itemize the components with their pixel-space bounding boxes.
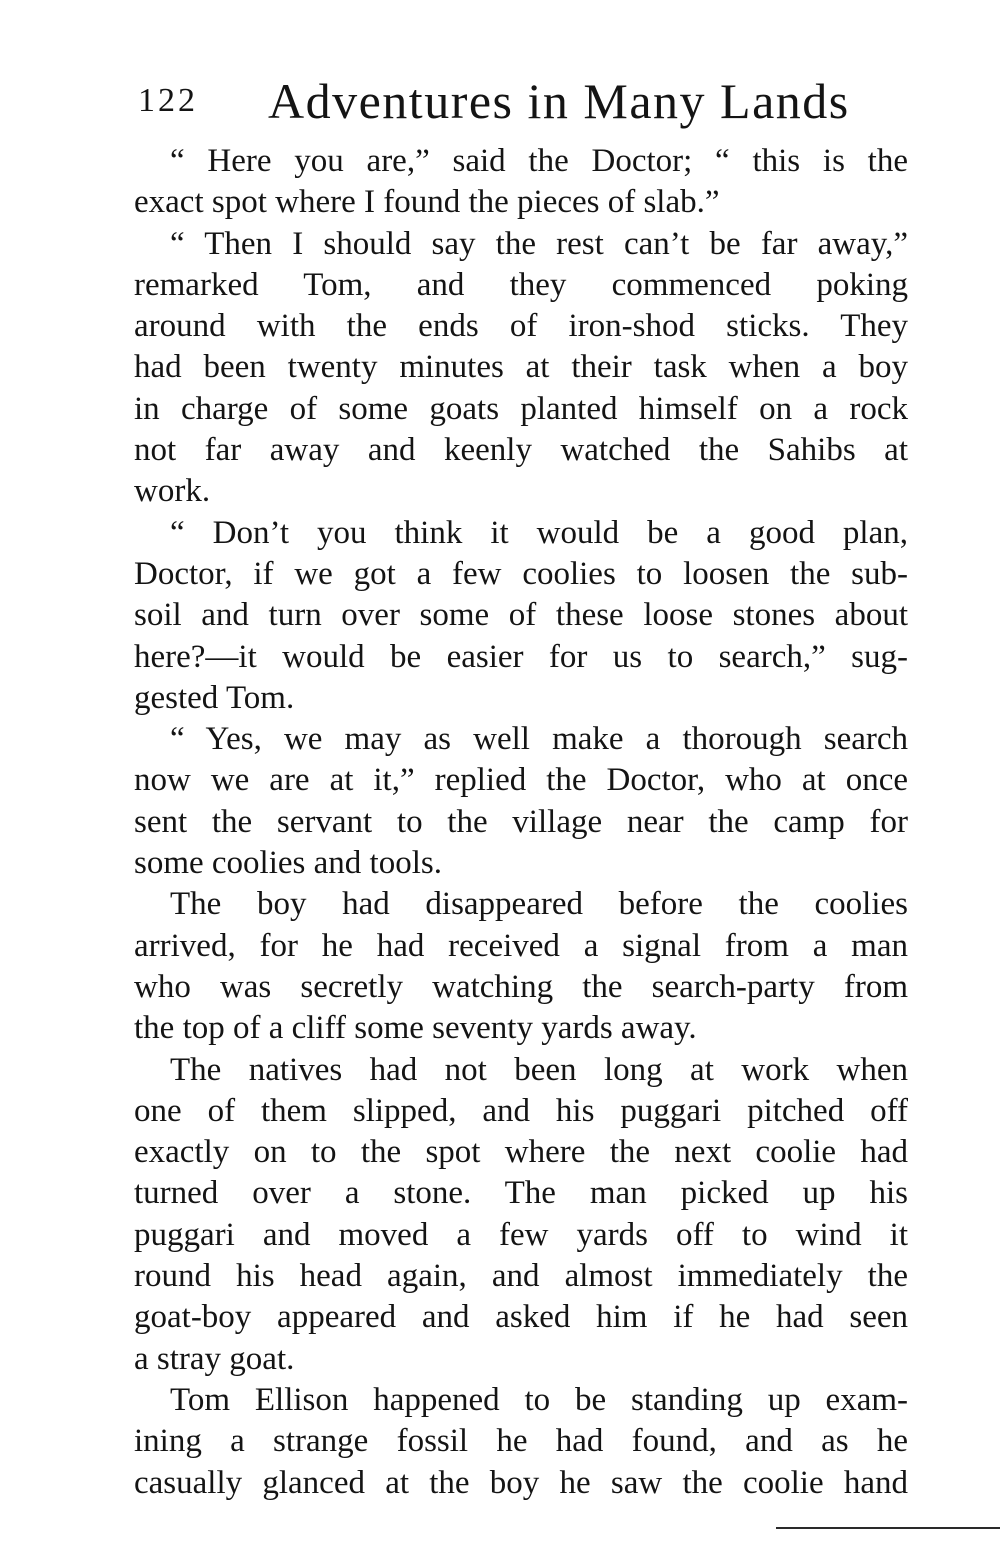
text-line: The boy had disappeared before the coolies — [170, 886, 908, 923]
text-line: the top of a cliff some seventy yards away. — [134, 1010, 697, 1047]
paragraph — [134, 1050, 908, 1380]
text-line: now we are at it,” replied the Doctor, who at once — [134, 762, 908, 799]
text-line: one of them slipped, and his puggari pitched off — [134, 1092, 908, 1129]
text-line: around with the ends of iron-shod sticks. They — [134, 308, 908, 345]
text-line: in charge of some goats planted himself on a rock — [134, 390, 908, 427]
text-line: sent the servant to the village near the camp for — [134, 803, 908, 840]
text-line: Tom Ellison happened to be standing up exam- — [170, 1381, 908, 1418]
text-line: turned over a stone. The man picked up his — [134, 1175, 908, 1212]
paragraph — [134, 224, 908, 513]
text-line: exactly on to the spot where the next coolie had — [134, 1134, 908, 1171]
paragraph — [134, 1380, 908, 1504]
text-line: casually glanced at the boy he saw the coolie hand — [134, 1464, 908, 1501]
text-line: “ Then I should say the rest can’t be far away,” — [170, 225, 908, 262]
footer-rule — [776, 1527, 1000, 1529]
book-title: Adventures in Many Lands — [268, 73, 850, 129]
text-line: “ Don’t you think it would be a good plan, — [170, 514, 908, 551]
paragraph — [134, 513, 908, 719]
body-text — [134, 141, 908, 1504]
paragraph — [134, 884, 908, 1049]
paragraph — [134, 141, 908, 224]
text-line: some coolies and tools. — [134, 845, 442, 882]
text-line: puggari and moved a few yards off to wind it — [134, 1216, 908, 1253]
text-line: round his head again, and almost immediately the — [134, 1258, 908, 1295]
text-line: not far away and keenly watched the Sahibs at — [134, 432, 908, 469]
text-line: here?—it would be easier for us to search,” sug- — [134, 638, 908, 675]
text-line: exact spot where I found the pieces of slab.” — [134, 184, 720, 221]
text-line: arrived, for he had received a signal from a man — [134, 927, 908, 964]
text-line: goat-boy appeared and asked him if he had seen — [134, 1299, 908, 1336]
text-line: “ Yes, we may as well make a thorough search — [170, 721, 908, 758]
text-line: gested Tom. — [134, 679, 295, 716]
text-line: remarked Tom, and they commenced poking — [134, 266, 908, 303]
paragraph — [134, 719, 908, 884]
text-line: soil and turn over some of these loose stones about — [134, 597, 908, 634]
text-line: “ Here you are,” said the Doctor; “ this is the — [170, 143, 908, 179]
text-line: The natives had not been long at work when — [170, 1051, 908, 1088]
text-line: Doctor, if we got a few coolies to loosen the sub- — [134, 555, 908, 592]
page-number: 122 — [138, 82, 198, 119]
text-line: ining a strange fossil he had found, and as he — [134, 1423, 908, 1460]
text-line: who was secretly watching the search-party from — [134, 968, 908, 1005]
running-head — [138, 66, 898, 136]
text-line: work. — [134, 473, 211, 510]
text-line: had been twenty minutes at their task when a boy — [134, 349, 908, 386]
text-line: a stray goat. — [134, 1340, 295, 1377]
